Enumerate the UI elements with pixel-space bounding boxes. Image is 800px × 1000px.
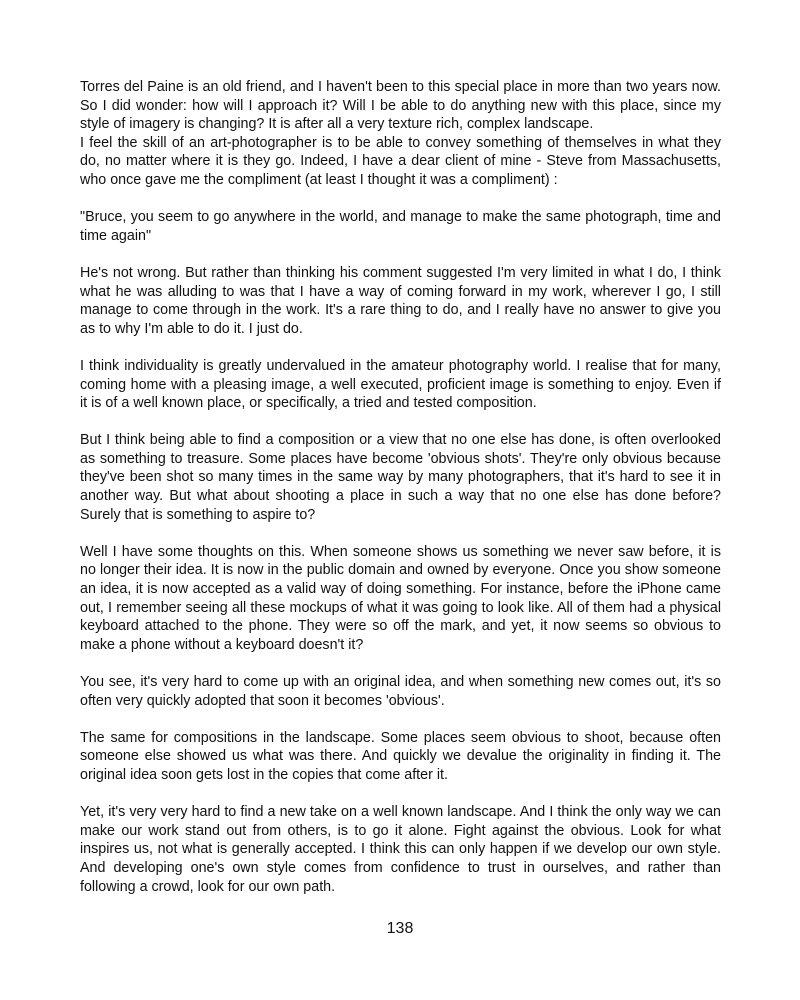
page-body <box>80 78 721 896</box>
page-number: 138 <box>386 920 414 937</box>
paragraph-5: I think individuality is greatly undervalued in the amateur photography world. I realise that for many, coming home with a pleasing image, a well executed, proficient image is something to enjoy. Even if it is of a well known place, or specifically, a tried and tested composition. <box>80 357 721 412</box>
paragraph-7: Well I have some thoughts on this. When someone shows us something we never saw before, it is no longer their idea. It is now in the public domain and owned by everyone. Once you show someone an idea, it is now accepted as a valid way of doing something. For instance, before the iPhone came out, I remember seeing all these mockups of what it was going to look like. All of them had a physical keyboard attached to the phone. They were so off the mark, and yet, it now seems so obvious to make a phone without a keyboard doesn't it? <box>80 543 721 653</box>
paragraph-2: I feel the skill of an art-photographer is to be able to convey something of themselves in what they do, no matter where it is they go. Indeed, I have a dear client of mine - Steve from Massachusetts, who once gave me the compliment (at least I thought it was a compliment) : <box>80 134 721 188</box>
paragraph-10: Yet, it's very very hard to find a new take on a well known landscape. And I think the only way we can make our work stand out from others, is to go it alone. Fight against the obvious. Look for what inspires us, not what is generally accepted. I think this can only happen if we develop our own style. And developing one's own style comes from confidence to trust in ourselves, and rather than following a crowd, look for our own path. <box>80 804 721 895</box>
paragraph-4: He's not wrong. But rather than thinking his comment suggested I'm very limited in what I do, I think what he was alluding to was that I have a way of coming forward in my work, wherever I go, I still manage to come through in the work. It's a rare thing to do, and I really have no answer to give you as to why I'm able to do it. I just do. <box>80 264 721 337</box>
paragraph-quote: "Bruce, you seem to go anywhere in the world, and manage to make the same photograph, time and time again" <box>80 209 721 244</box>
paragraph-9: The same for compositions in the landscape. Some places seem obvious to shoot, because often someone else showed us what was there. And quickly we devalue the originality in finding it. The original idea soon gets lost in the copies that come after it. <box>80 729 721 783</box>
paragraph-6: But I think being able to find a composition or a view that no one else has done, is often overlooked as something to treasure. Some places have become 'obvious shots'. They're only obvious because they've been shot so many times in the same way by many photographers, that it's hard to see it in another way. But what about shooting a place in such a way that no one else has done before? Surely that is something to aspire to? <box>80 432 721 523</box>
paragraph-8: You see, it's very hard to come up with an original idea, and when something new comes out, it's so often very quickly adopted that soon it becomes 'obvious'. <box>80 674 721 709</box>
paragraph-1: Torres del Paine is an old friend, and I haven't been to this special place in more than two years now. So I did wonder: how will I approach it? Will I be able to do anything new with this place, since my style of imagery is changing? It is after all a very texture rich, complex landscape. <box>80 79 721 133</box>
